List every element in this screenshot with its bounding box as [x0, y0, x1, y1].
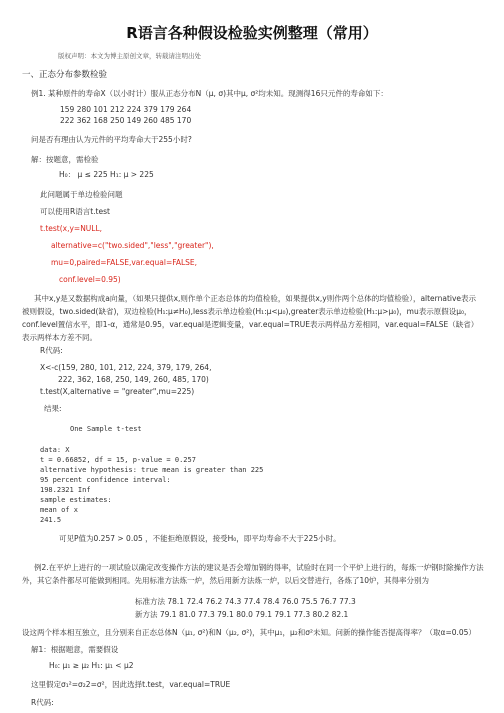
- section-heading: 一、正态分布参数检验: [22, 70, 108, 80]
- solution-text: 解：按题意，需检验: [31, 155, 99, 164]
- r-code-line: 222, 362, 168, 250, 149, 260, 485, 170): [58, 375, 209, 384]
- question-text: 问是否有理由认为元件的平均寿命大于255小时?: [31, 135, 192, 144]
- assumption2-text: 这里假定σ₁²=σ₂2=σ²，因此选择t.test，var.equal=TRUE: [31, 680, 231, 689]
- new-method-row: 新方法 79.1 81.0 77.3 79.1 80.0 79.1 79.1 77.3 80.2 82.1: [135, 610, 349, 619]
- output-line: 95 percent confidence interval:: [40, 476, 171, 484]
- code-line: t.test(x,y=NULL,: [40, 224, 103, 233]
- r-code-line: X<-c(159, 280, 101, 212, 224, 379, 179, 264,: [40, 363, 212, 372]
- code-line: mu=0,paired=FALSE,var.equal=FALSE,: [51, 258, 198, 267]
- data-row-1: 159 280 101 212 224 379 179 264: [60, 105, 192, 114]
- output-line: alternative hypothesis: true mean is greater than 225: [40, 466, 264, 474]
- standard-method-row: 标准方法 78.1 72.4 76.2 74.3 77.4 78.4 76.0 75.5 76.7 77.3: [135, 597, 356, 606]
- conclusion-text: 可见P值为0.257 > 0.05 ，不能拒绝原假设，接受H₀，即平均寿命不大于225小时。: [59, 534, 341, 543]
- code-line: conf.level=0.95): [59, 275, 121, 284]
- output-line: t = 0.66852, df = 15, p-value = 0.257: [40, 456, 196, 464]
- ttest-intro-text: 可以使用R语言t.test: [40, 207, 110, 216]
- example2-paragraph: 例2.在平炉上进行的一项试验以确定改变操作方法的建议是否会增加钢的得率，试验时在同一个平炉上进行的，每炼一炉钢时除操作方法外，其它条件都尽可能做到相同。先用标准方法炼一炉，然后用新方法炼一炉，以后交替进行，各炼了10炉，其得率分别为: [22, 563, 484, 585]
- hypothesis-text: H₀： μ ≤ 225 H₁: μ > 225: [59, 170, 154, 179]
- r-code-line: t.test(X,alternative = "greater",mu=225): [40, 387, 195, 396]
- r-code-label: R代码:: [40, 346, 63, 355]
- output-line: sample estimates:: [40, 496, 112, 504]
- one-sided-text: 此问题属于单边检验问题: [40, 190, 123, 199]
- output-line: 241.5: [40, 516, 62, 524]
- code-line: alternative=c("two.sided","less","greater"),: [51, 241, 214, 250]
- output-line: mean of x: [40, 506, 78, 514]
- data-row-2: 222 362 168 250 149 260 485 170: [60, 116, 192, 125]
- assumption-text: 设这两个样本相互独立，且分别来自正态总体N（μ₁, σ²)和N（μ₂, σ²)，其中μ₁，μ₂和σ²未知。问新的操作能否提高得率？（取α=0.05）: [22, 628, 476, 637]
- r-code-label-2: R代码:: [31, 698, 54, 707]
- hypothesis2-text: H₀: μ₁ ≥ μ₂ H₁: μ₁ < μ2: [49, 661, 134, 670]
- solution2-text: 解1：根据题意，需要假设: [31, 645, 119, 654]
- explanation-paragraph: 其中x,y是又数据构成a向量，（如果只提供x,则作单个正态总体的均值检验，如果提供x,y则作两个总体的均值检验），alternative表示被则假设，two.sided(缺省)，双边检验(H₁:μ≠H₀),less表示单边检验(H₁:μ<μ₀),greater表示单边检验(H₁:μ>μ₀)，mu表示原假设μ₀，conf.level置信水平，即1-α，通常是0.95，var.equal是逻辑变量，var.equal=TRUE表示两样品方差相同，var.equal=FALSE（缺省）表示两样本方差不同。: [22, 294, 479, 342]
- result-label: 结果:: [44, 404, 62, 413]
- output-line: One Sample t-test: [70, 425, 142, 433]
- page-title: R语言各种假设检验实例整理（常用）: [126, 24, 378, 42]
- example1-text: 例1. 某种原件的寿命X（以小时计）服从正态分布N（μ, σ)其中μ, σ²均未知。现测得16只元件的寿命如下：: [31, 89, 388, 98]
- output-line: data: X: [40, 446, 70, 454]
- copyright-notice: 版权声明：本文为博主原创文章，转载请注明出处: [58, 52, 201, 60]
- output-line: 198.2321 Inf: [40, 486, 91, 494]
